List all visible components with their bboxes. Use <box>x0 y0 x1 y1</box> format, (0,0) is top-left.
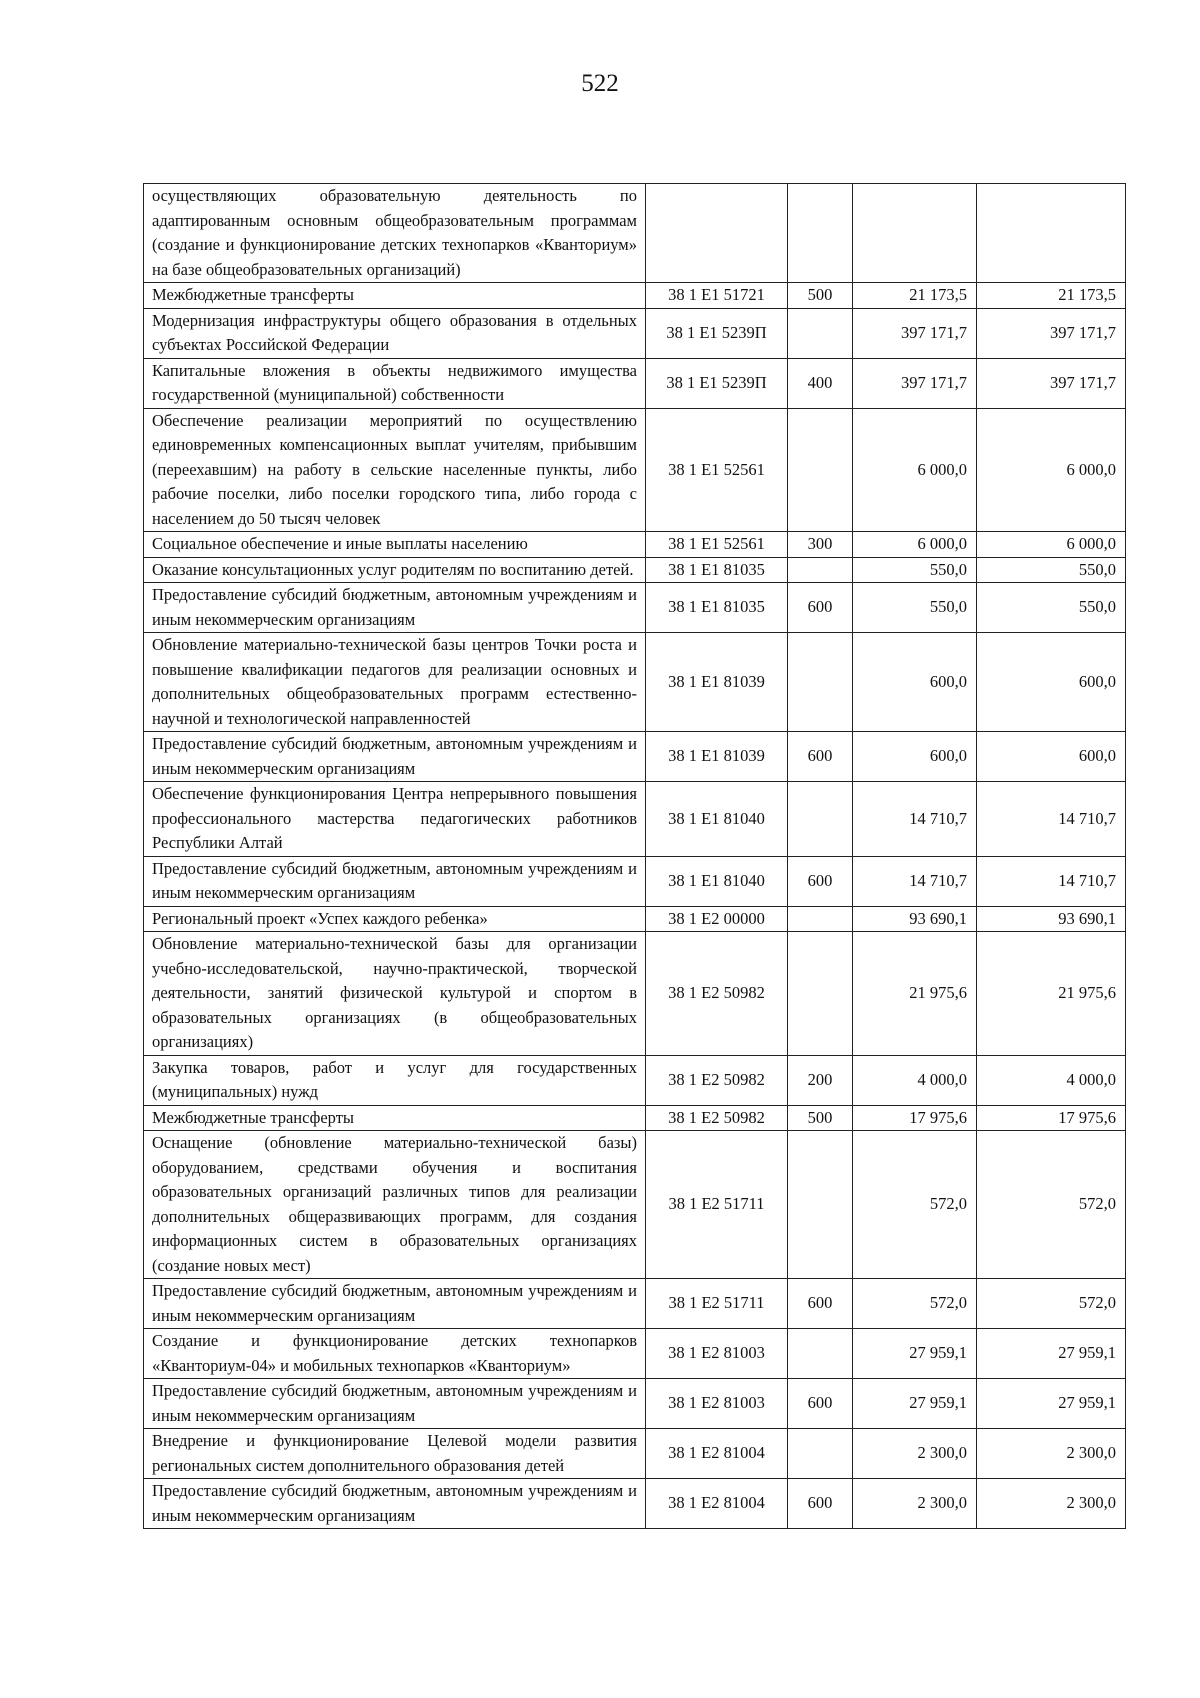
row-type-cell: 600 <box>788 732 853 782</box>
row-sum-cell: 14 710,7 <box>977 856 1126 906</box>
row-name-cell: Создание и функционирование детских технопарков «Кванториум-04» и мобильных технопарков «Кванториум» <box>144 1329 646 1379</box>
row-type-cell <box>788 906 853 932</box>
row-sum-cell: 4 000,0 <box>853 1055 977 1105</box>
row-code-cell: 38 1 E2 51711 <box>646 1279 788 1329</box>
row-code-cell: 38 1 E1 51721 <box>646 283 788 309</box>
row-name-cell: Предоставление субсидий бюджетным, автономным учреждениям и иным некоммерческим организациям <box>144 856 646 906</box>
table-row <box>144 408 1126 532</box>
row-sum-cell: 2 300,0 <box>977 1479 1126 1529</box>
row-sum-cell: 4 000,0 <box>977 1055 1126 1105</box>
row-name-cell: Модернизация инфраструктуры общего образования в отдельных субъектах Российской Федерации <box>144 308 646 358</box>
row-sum-cell: 21 173,5 <box>853 283 977 309</box>
row-name-cell: Обновление материально-технической базы для организации учебно-исследовательской, научно-практической, творческой деятельности, занятий физической культурой и спортом в образовательных организациях (в общеобразовательных организациях) <box>144 932 646 1056</box>
row-type-cell: 600 <box>788 583 853 633</box>
row-code-cell: 38 1 E2 81004 <box>646 1429 788 1479</box>
budget-table <box>143 183 1126 1529</box>
row-sum-cell: 600,0 <box>977 732 1126 782</box>
row-sum-cell: 14 710,7 <box>853 782 977 857</box>
row-code-cell: 38 1 E1 5239П <box>646 358 788 408</box>
row-sum-cell: 27 959,1 <box>977 1379 1126 1429</box>
row-sum-cell: 550,0 <box>853 583 977 633</box>
row-name-cell: Предоставление субсидий бюджетным, автономным учреждениям и иным некоммерческим организациям <box>144 732 646 782</box>
row-sum-cell: 550,0 <box>977 583 1126 633</box>
row-sum-cell: 21 173,5 <box>977 283 1126 309</box>
row-sum-cell: 397 171,7 <box>977 358 1126 408</box>
row-name-cell: Предоставление субсидий бюджетным, автономным учреждениям и иным некоммерческим организациям <box>144 1279 646 1329</box>
row-code-cell: 38 1 E2 81003 <box>646 1329 788 1379</box>
row-sum-cell: 397 171,7 <box>977 308 1126 358</box>
row-sum-cell: 14 710,7 <box>853 856 977 906</box>
row-type-cell <box>788 557 853 583</box>
table-row <box>144 932 1126 1056</box>
table-row <box>144 308 1126 358</box>
row-code-cell: 38 1 E1 81035 <box>646 583 788 633</box>
row-sum-cell: 2 300,0 <box>853 1429 977 1479</box>
row-name-cell: Межбюджетные трансферты <box>144 283 646 309</box>
table-row <box>144 906 1126 932</box>
row-name-cell: Предоставление субсидий бюджетным, автономным учреждениям и иным некоммерческим организациям <box>144 583 646 633</box>
row-sum-cell <box>853 184 977 283</box>
row-name-cell: Социальное обеспечение и иные выплаты населению <box>144 532 646 558</box>
row-type-cell <box>788 408 853 532</box>
row-code-cell <box>646 184 788 283</box>
row-sum-cell: 17 975,6 <box>853 1105 977 1131</box>
row-sum-cell <box>977 184 1126 283</box>
row-type-cell <box>788 184 853 283</box>
row-type-cell: 400 <box>788 358 853 408</box>
row-sum-cell: 600,0 <box>977 633 1126 732</box>
row-sum-cell: 550,0 <box>853 557 977 583</box>
table-row <box>144 358 1126 408</box>
table-row <box>144 856 1126 906</box>
table-row <box>144 633 1126 732</box>
row-code-cell: 38 1 E1 81040 <box>646 782 788 857</box>
row-name-cell: Закупка товаров, работ и услуг для государственных (муниципальных) нужд <box>144 1055 646 1105</box>
row-name-cell: Региональный проект «Успех каждого ребенка» <box>144 906 646 932</box>
table-row <box>144 732 1126 782</box>
row-type-cell <box>788 932 853 1056</box>
row-sum-cell: 21 975,6 <box>977 932 1126 1056</box>
page-number: 522 <box>581 70 619 97</box>
table-row <box>144 1329 1126 1379</box>
table-row <box>144 782 1126 857</box>
row-sum-cell: 397 171,7 <box>853 358 977 408</box>
row-sum-cell: 600,0 <box>853 633 977 732</box>
row-sum-cell: 27 959,1 <box>853 1329 977 1379</box>
row-code-cell: 38 1 E2 81003 <box>646 1379 788 1429</box>
row-name-cell: Обеспечение реализации мероприятий по осуществлению единовременных компенсационных выплат учителям, прибывшим (переехавшим) на работу в сельские населенные пункты, либо рабочие поселки, либо поселки городского типа, либо города с населением до 50 тысяч человек <box>144 408 646 532</box>
row-name-cell: Предоставление субсидий бюджетным, автономным учреждениям и иным некоммерческим организациям <box>144 1479 646 1529</box>
row-sum-cell: 2 300,0 <box>853 1479 977 1529</box>
row-sum-cell: 550,0 <box>977 557 1126 583</box>
row-sum-cell: 6 000,0 <box>853 532 977 558</box>
row-sum-cell: 6 000,0 <box>977 532 1126 558</box>
table-row <box>144 557 1126 583</box>
row-type-cell: 200 <box>788 1055 853 1105</box>
table-row <box>144 283 1126 309</box>
row-type-cell: 300 <box>788 532 853 558</box>
row-code-cell: 38 1 E1 81039 <box>646 732 788 782</box>
row-code-cell: 38 1 E2 81004 <box>646 1479 788 1529</box>
table-row <box>144 1131 1126 1279</box>
row-type-cell <box>788 633 853 732</box>
row-name-cell: Обновление материально-технической базы центров Точки роста и повышение квалификации педагогов для реализации основных и дополнительных общеобразовательных программ естественно-научной и технологической направленностей <box>144 633 646 732</box>
row-type-cell: 600 <box>788 1479 853 1529</box>
row-type-cell: 600 <box>788 856 853 906</box>
row-code-cell: 38 1 E1 81040 <box>646 856 788 906</box>
row-sum-cell: 397 171,7 <box>853 308 977 358</box>
row-sum-cell: 572,0 <box>977 1279 1126 1329</box>
table-row <box>144 184 1126 283</box>
table-row <box>144 583 1126 633</box>
row-sum-cell: 93 690,1 <box>977 906 1126 932</box>
row-name-cell: Предоставление субсидий бюджетным, автономным учреждениям и иным некоммерческим организациям <box>144 1379 646 1429</box>
row-sum-cell: 572,0 <box>977 1131 1126 1279</box>
row-type-cell <box>788 308 853 358</box>
row-name-cell: Оснащение (обновление материально-технической базы) оборудованием, средствами обучения и воспитания образовательных организаций различных типов для реализации дополнительных общеразвивающих программ, для создания информационных систем в образовательных организациях (создание новых мест) <box>144 1131 646 1279</box>
table-row <box>144 532 1126 558</box>
table-row <box>144 1105 1126 1131</box>
row-code-cell: 38 1 E2 50982 <box>646 932 788 1056</box>
row-name-cell: Капитальные вложения в объекты недвижимого имущества государственной (муниципальной) собственности <box>144 358 646 408</box>
row-name-cell: Межбюджетные трансферты <box>144 1105 646 1131</box>
row-code-cell: 38 1 E2 00000 <box>646 906 788 932</box>
row-code-cell: 38 1 E1 52561 <box>646 408 788 532</box>
row-type-cell: 600 <box>788 1279 853 1329</box>
row-sum-cell: 93 690,1 <box>853 906 977 932</box>
row-sum-cell: 600,0 <box>853 732 977 782</box>
row-name-cell: Оказание консультационных услуг родителям по воспитанию детей. <box>144 557 646 583</box>
row-type-cell <box>788 1131 853 1279</box>
row-sum-cell: 21 975,6 <box>853 932 977 1056</box>
row-type-cell <box>788 782 853 857</box>
table-row <box>144 1379 1126 1429</box>
row-code-cell: 38 1 E2 51711 <box>646 1131 788 1279</box>
row-sum-cell: 6 000,0 <box>853 408 977 532</box>
row-type-cell: 500 <box>788 1105 853 1131</box>
row-sum-cell: 2 300,0 <box>977 1429 1126 1479</box>
table-row <box>144 1055 1126 1105</box>
row-sum-cell: 27 959,1 <box>853 1379 977 1429</box>
row-code-cell: 38 1 E1 81039 <box>646 633 788 732</box>
row-sum-cell: 572,0 <box>853 1131 977 1279</box>
row-code-cell: 38 1 E2 50982 <box>646 1105 788 1131</box>
row-name-cell: Внедрение и функционирование Целевой модели развития региональных систем дополнительного образования детей <box>144 1429 646 1479</box>
row-code-cell: 38 1 E2 50982 <box>646 1055 788 1105</box>
row-sum-cell: 27 959,1 <box>977 1329 1126 1379</box>
row-sum-cell: 6 000,0 <box>977 408 1126 532</box>
row-type-cell <box>788 1329 853 1379</box>
row-code-cell: 38 1 E1 81035 <box>646 557 788 583</box>
row-name-cell: осуществляющих образовательную деятельность по адаптированным основным общеобразовательным программам (создание и функционирование детских технопарков «Кванториум» на базе общеобразовательных организаций) <box>144 184 646 283</box>
row-name-cell: Обеспечение функционирования Центра непрерывного повышения профессионального мастерства педагогических работников Республики Алтай <box>144 782 646 857</box>
row-sum-cell: 17 975,6 <box>977 1105 1126 1131</box>
table-row <box>144 1279 1126 1329</box>
row-type-cell <box>788 1429 853 1479</box>
row-code-cell: 38 1 E1 5239П <box>646 308 788 358</box>
row-type-cell: 500 <box>788 283 853 309</box>
row-sum-cell: 572,0 <box>853 1279 977 1329</box>
row-code-cell: 38 1 E1 52561 <box>646 532 788 558</box>
row-sum-cell: 14 710,7 <box>977 782 1126 857</box>
row-type-cell: 600 <box>788 1379 853 1429</box>
table-row <box>144 1429 1126 1479</box>
table-row <box>144 1479 1126 1529</box>
